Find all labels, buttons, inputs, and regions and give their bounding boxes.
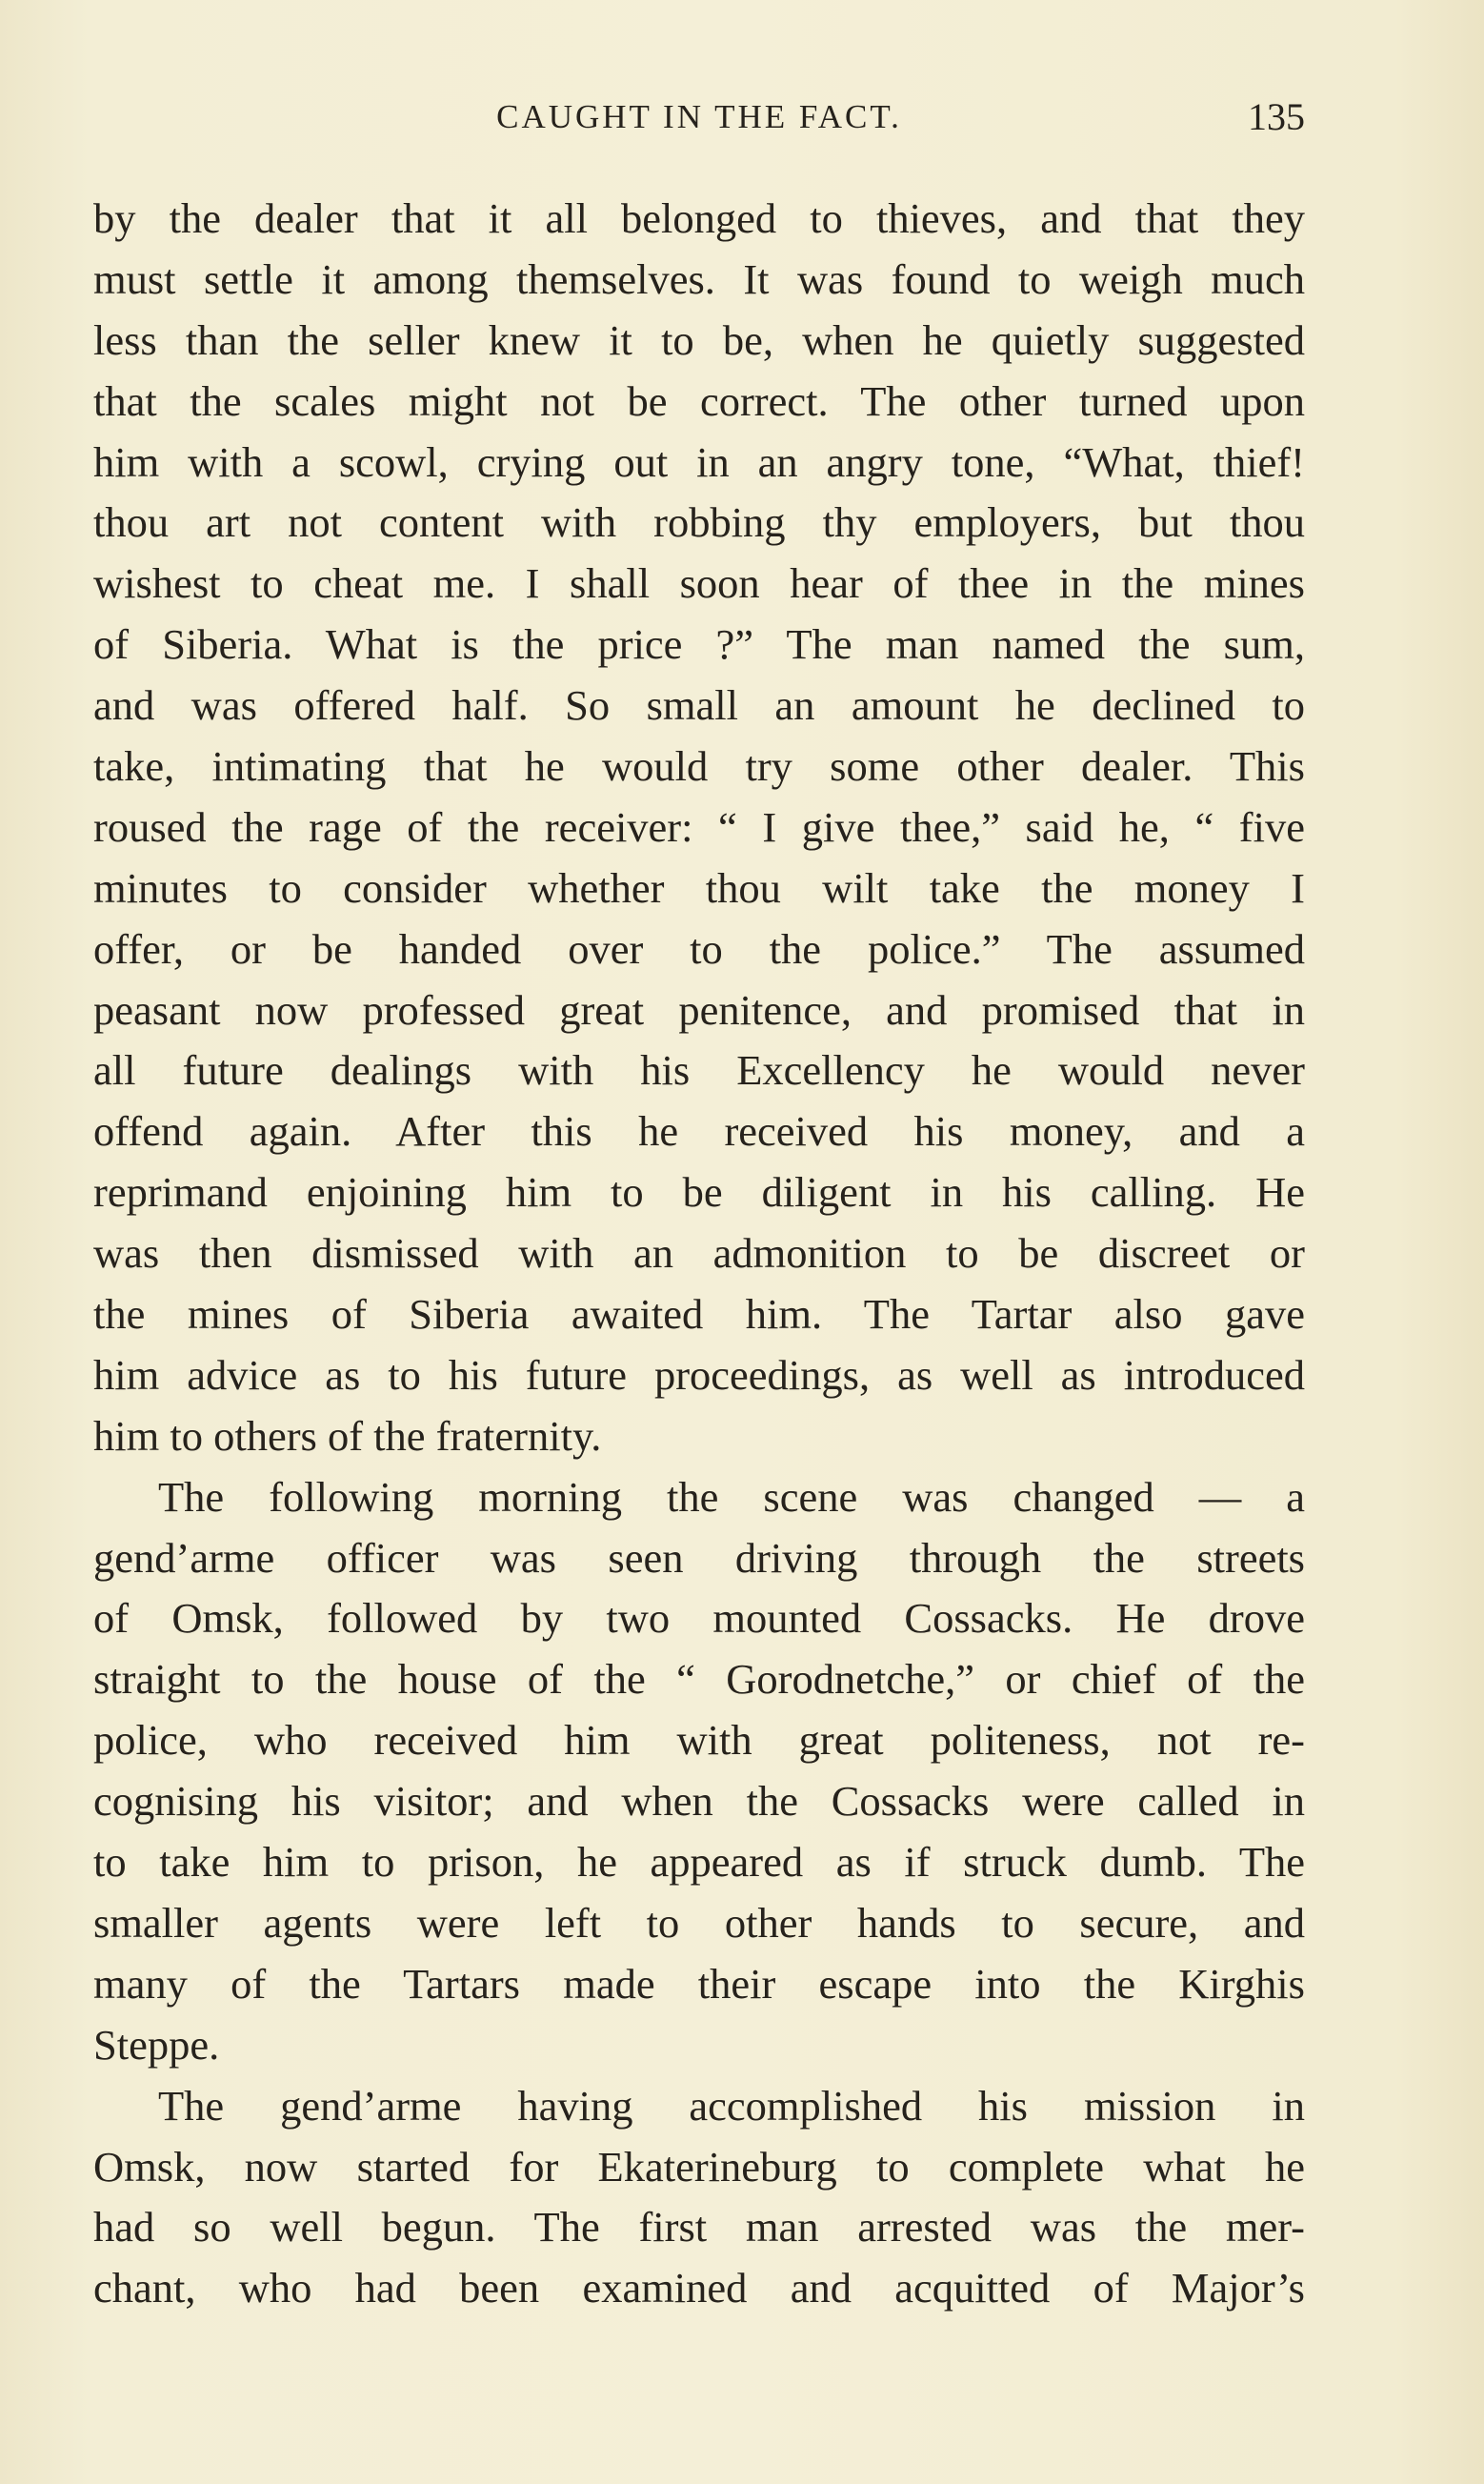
text-line: and was offered half. So small an amount he declined to	[93, 681, 1305, 730]
running-head	[93, 93, 1305, 141]
text-line: offer, or be handed over to the police.” The assumed	[93, 924, 1305, 973]
chapter-running-title: CAUGHT IN THE FACT.	[496, 98, 902, 135]
text-line: had so well begun. The first man arrested was the mer-	[93, 2203, 1305, 2252]
body-text	[93, 189, 1305, 2319]
text-line: straight to the house of the “ Gorodnetche,” or chief of the	[93, 1655, 1305, 1704]
page-number: 135	[1248, 95, 1305, 138]
paragraph-end-line: Steppe.	[93, 2020, 220, 2069]
text-line: roused the rage of the receiver: “ I give thee,” said he, “ five	[93, 802, 1305, 851]
text-line: thou art not content with robbing thy employers, but thou	[93, 498, 1305, 547]
text-line: less than the seller knew it to be, when he quietly suggested	[93, 315, 1305, 364]
text-line: minutes to consider whether thou wilt take the money I	[93, 863, 1305, 912]
text-line: must settle it among themselves. It was found to weigh much	[93, 254, 1305, 303]
text-line: Omsk, now started for Ekaterineburg to complete what he	[93, 2142, 1305, 2191]
text-line: the mines of Siberia awaited him. The Tartar also gave	[93, 1290, 1305, 1339]
paragraph-start-line: The gend’arme having accomplished his mission in	[158, 2081, 1305, 2130]
text-line: gend’arme officer was seen driving through the streets	[93, 1533, 1305, 1582]
text-line: that the scales might not be correct. The other turned upon	[93, 376, 1305, 425]
text-line: police, who received him with great politeness, not re-	[93, 1716, 1305, 1765]
text-line: of Siberia. What is the price ?” The man named the sum,	[93, 620, 1305, 669]
text-line: by the dealer that it all belonged to thieves, and that they	[93, 194, 1305, 242]
text-line: cognising his visitor; and when the Cossacks were called in	[93, 1777, 1305, 1826]
text-line: all future dealings with his Excellency he would never	[93, 1046, 1305, 1095]
text-line: reprimand enjoining him to be diligent in his calling. He	[93, 1168, 1305, 1217]
text-line: him advice as to his future proceedings, as well as introduced	[93, 1350, 1305, 1399]
text-line: offend again. After this he received his money, and a	[93, 1107, 1305, 1156]
paragraph-end-line: him to others of the fraternity.	[93, 1411, 602, 1460]
text-line: wishest to cheat me. I shall soon hear of thee in the mines	[93, 559, 1305, 608]
paragraph-start-line: The following morning the scene was changed — a	[158, 1472, 1305, 1521]
text-line: of Omsk, followed by two mounted Cossacks. He drove	[93, 1594, 1305, 1643]
text-line: to take him to prison, he appeared as if struck dumb. The	[93, 1838, 1305, 1887]
text-line: peasant now professed great penitence, and promised that in	[93, 985, 1305, 1034]
text-line: take, intimating that he would try some other dealer. This	[93, 742, 1305, 791]
text-line: smaller agents were left to other hands to secure, and	[93, 1898, 1305, 1947]
text-line: many of the Tartars made their escape into the Kirghis	[93, 1959, 1305, 2008]
text-line: chant, who had been examined and acquitted of Major’s	[93, 2264, 1305, 2312]
text-line: was then dismissed with an admonition to be discreet or	[93, 1229, 1305, 1278]
text-line: him with a scowl, crying out in an angry tone, “What, thief!	[93, 437, 1305, 486]
